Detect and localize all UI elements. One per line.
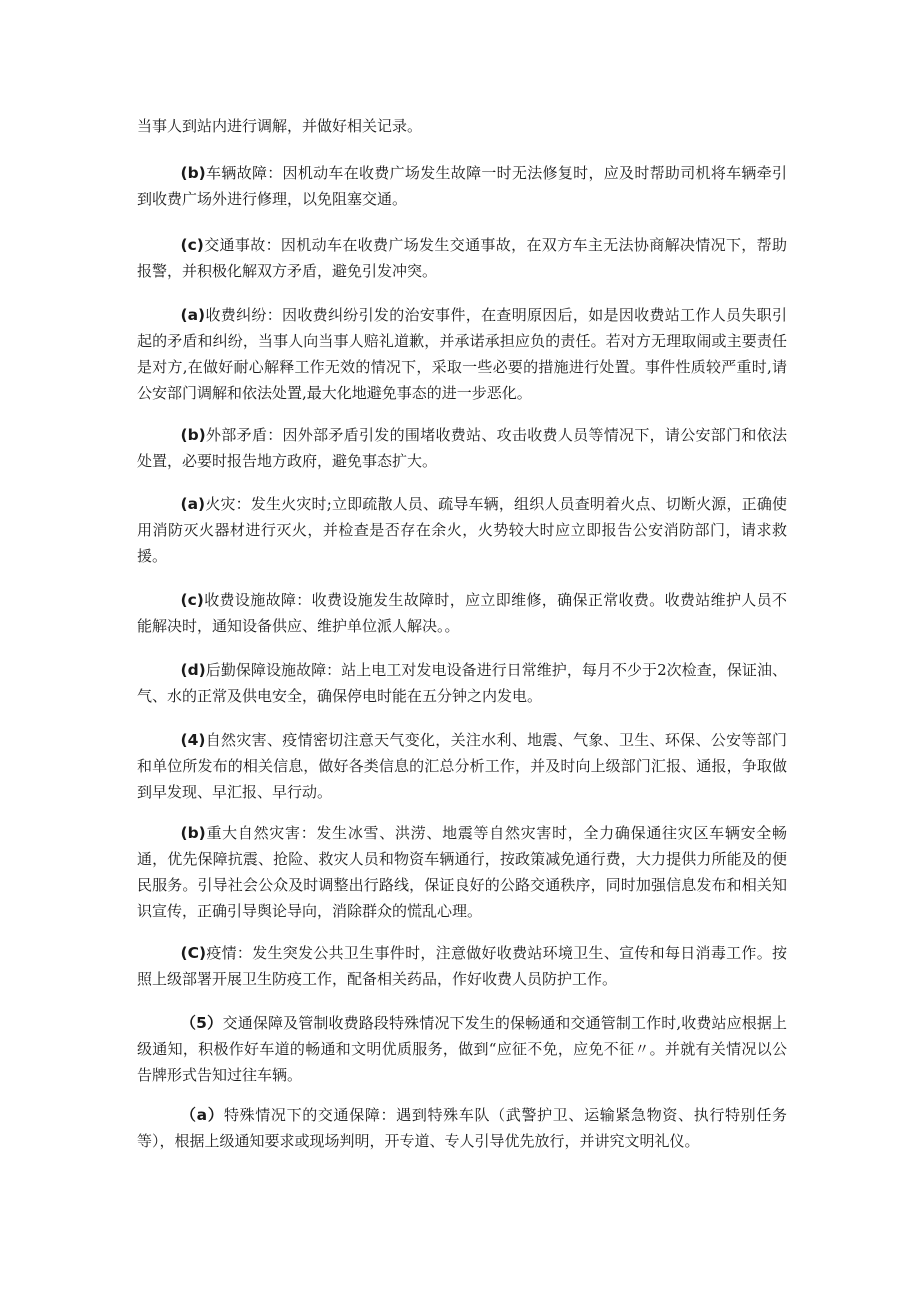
paragraph-label: (4) bbox=[180, 731, 206, 749]
paragraph-1-text: 当事人到站内进行调解，并做好相关记录。 bbox=[137, 117, 423, 135]
paragraph-text: 自然灾害、疫情密切注意天气变化，关注水利、地震、气象、卫生、环保、公安等部门和单位所发布的相关信息，做好各类信息的汇总分析工作，并及时向上级部门汇报、通报，争取做到早发现、早汇报、早行动。 bbox=[137, 731, 787, 801]
paragraph-text: 后勤保障设施故障：站上电工对发电设备进行日常维护，每月不少于2次检查，保证油、气、水的正常及供电安全，确保停电时能在五分钟之内发电。 bbox=[137, 661, 787, 705]
paragraph-text: 外部矛盾：因外部矛盾引发的围堵收费站、攻击收费人员等情况下，请公安部门和依法处置，必要时报告地方政府，避免事态扩大。 bbox=[137, 426, 787, 470]
paragraph-label: (c) bbox=[180, 591, 204, 609]
paragraph-text: 收费纠纷：因收费纠纷引发的治安事件，在查明原因后，如是因收费站工作人员失职引起的矛盾和纠纷，当事人向当事人赔礼道歉，并承诺承担应负的责任。若对方无理取闹或主要责任是对方,在做好耐心解释工作无效的情况下，采取一些必要的措施进行处置。事件性质较严重时,请公安部门调解和依法处置,最大化地避免事态的进一步恶化。 bbox=[137, 306, 787, 402]
paragraph-text: 收费设施故障：收费设施发生故障时，应立即维修，确保正常收费。收费站维护人员不能解决时，通知设备供应、维护单位派人解决。。 bbox=[137, 591, 787, 635]
paragraph-1 bbox=[137, 113, 787, 139]
paragraph-logistics-failure bbox=[137, 657, 787, 709]
paragraph-traffic-control bbox=[137, 1010, 787, 1088]
paragraph-external-conflict bbox=[137, 422, 787, 474]
paragraph-fire bbox=[137, 491, 787, 569]
paragraph-text: 特殊情况下的交通保障：遇到特殊车队（武警护卫、运输紧急物资、执行特别任务等），根据上级通知要求或现场判明，开专道、专人引导优先放行，并讲究文明礼仪。 bbox=[137, 1106, 787, 1150]
paragraph-facility-failure bbox=[137, 587, 787, 639]
paragraph-label: (b) bbox=[180, 824, 206, 842]
paragraph-epidemic bbox=[137, 940, 787, 992]
paragraph-label: (c) bbox=[180, 236, 204, 254]
paragraph-traffic-accident bbox=[137, 232, 787, 284]
paragraph-label: (a) bbox=[180, 306, 206, 324]
paragraph-label: （a） bbox=[180, 1106, 224, 1124]
paragraph-text: 交通事故：因机动车在收费广场发生交通事故，在双方车主无法协商解决情况下，帮助报警，并积极化解双方矛盾，避免引发冲突。 bbox=[137, 236, 787, 280]
paragraph-natural-disaster-epidemic bbox=[137, 727, 787, 805]
paragraph-text: 重大自然灾害：发生冰雪、洪涝、地震等自然灾害时，全力确保通往灾区车辆安全畅通，优先保障抗震、抢险、救灾人员和物资车辆通行，按政策减免通行费，大力提供力所能及的便民服务。引导社会公众及时调整出行路线，保证良好的公路交通秩序，同时加强信息发布和相关知识宣传，正确引导舆论导向，消除群众的慌乱心理。 bbox=[137, 824, 787, 920]
paragraph-toll-dispute bbox=[137, 302, 787, 406]
paragraph-label: (b) bbox=[180, 164, 206, 182]
paragraph-text: 火灾：发生火灾时;立即疏散人员、疏导车辆，组织人员查明着火点、切断火源，正确使用消防灭火器材进行灭火，并检查是否存在余火，火势较大时应立即报告公安消防部门，请求救援。 bbox=[137, 495, 787, 565]
paragraph-label: （5） bbox=[180, 1014, 223, 1032]
paragraph-label: (b) bbox=[180, 426, 206, 444]
paragraph-label: (d) bbox=[180, 661, 206, 679]
paragraph-text: 疫情：发生突发公共卫生事件时，注意做好收费站环境卫生、宣传和每日消毒工作。按照上级部署开展卫生防疫工作，配备相关药品，作好收费人员防护工作。 bbox=[137, 944, 787, 988]
paragraph-label: (C) bbox=[180, 944, 207, 962]
paragraph-text: 交通保障及管制收费路段特殊情况下发生的保畅通和交通管制工作时,收费站应根据上级通知，积极作好车道的畅通和文明优质服务，做到“应征不免，应免不征〃。并就有关情况以公告牌形式告知过往车辆。 bbox=[137, 1014, 787, 1084]
paragraph-vehicle-breakdown bbox=[137, 160, 787, 212]
paragraph-special-traffic bbox=[137, 1102, 787, 1154]
paragraph-label: (a) bbox=[180, 495, 206, 513]
paragraph-text: 车辆故障：因机动车在收费广场发生故障一时无法修复时，应及时帮助司机将车辆牵引到收费广场外进行修理，以免阻塞交通。 bbox=[137, 164, 787, 208]
paragraph-major-disaster bbox=[137, 820, 787, 924]
